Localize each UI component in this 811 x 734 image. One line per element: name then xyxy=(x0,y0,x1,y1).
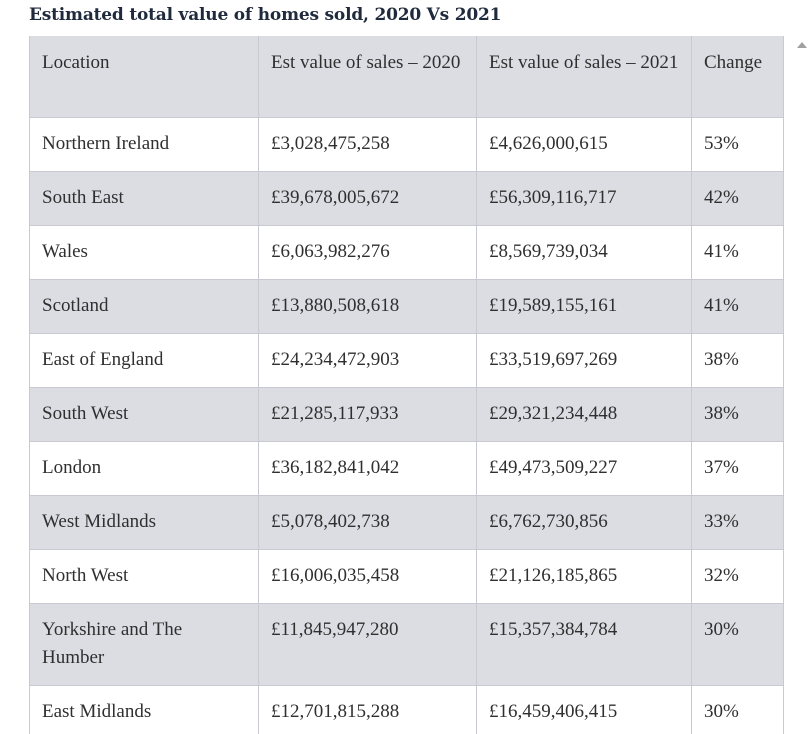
sales-table-container xyxy=(29,36,783,734)
table-row xyxy=(30,334,784,388)
cell-value-2020: £39,678,005,672 xyxy=(259,172,477,226)
cell-value-2021: £16,459,406,415 xyxy=(477,686,692,734)
cell-location: East Midlands xyxy=(30,686,259,734)
table-row xyxy=(30,686,784,734)
table-row xyxy=(30,280,784,334)
cell-value-2020: £6,063,982,276 xyxy=(259,226,477,280)
table-row xyxy=(30,118,784,172)
table-row xyxy=(30,550,784,604)
cell-location: South East xyxy=(30,172,259,226)
cell-change: 41% xyxy=(692,226,784,280)
cell-change: 42% xyxy=(692,172,784,226)
cell-value-2021: £19,589,155,161 xyxy=(477,280,692,334)
table-row xyxy=(30,172,784,226)
table-row xyxy=(30,604,784,686)
sales-table xyxy=(29,36,784,734)
cell-location: East of England xyxy=(30,334,259,388)
cell-value-2021: £4,626,000,615 xyxy=(477,118,692,172)
cell-value-2020: £13,880,508,618 xyxy=(259,280,477,334)
cell-location: Wales xyxy=(30,226,259,280)
cell-location: Yorkshire and The Humber xyxy=(30,604,259,686)
header-location: Location xyxy=(30,36,259,118)
cell-value-2020: £5,078,402,738 xyxy=(259,496,477,550)
cell-change: 38% xyxy=(692,388,784,442)
table-title: Estimated total value of homes sold, 2020 Vs 2021 xyxy=(29,5,502,25)
cell-value-2020: £3,028,475,258 xyxy=(259,118,477,172)
table-row xyxy=(30,442,784,496)
header-value-2020: Est value of sales – 2020 xyxy=(259,36,477,118)
table-row xyxy=(30,496,784,550)
header-change: Change xyxy=(692,36,784,118)
vertical-scrollbar[interactable] xyxy=(794,36,811,734)
cell-value-2020: £36,182,841,042 xyxy=(259,442,477,496)
cell-change: 33% xyxy=(692,496,784,550)
table-row xyxy=(30,388,784,442)
cell-value-2021: £33,519,697,269 xyxy=(477,334,692,388)
cell-location: London xyxy=(30,442,259,496)
cell-value-2021: £6,762,730,856 xyxy=(477,496,692,550)
cell-change: 38% xyxy=(692,334,784,388)
cell-location: South West xyxy=(30,388,259,442)
cell-value-2021: £49,473,509,227 xyxy=(477,442,692,496)
cell-value-2020: £16,006,035,458 xyxy=(259,550,477,604)
cell-location: Northern Ireland xyxy=(30,118,259,172)
cell-value-2021: £15,357,384,784 xyxy=(477,604,692,686)
cell-change: 32% xyxy=(692,550,784,604)
cell-location: West Midlands xyxy=(30,496,259,550)
cell-value-2020: £11,845,947,280 xyxy=(259,604,477,686)
cell-change: 41% xyxy=(692,280,784,334)
cell-value-2020: £24,234,472,903 xyxy=(259,334,477,388)
cell-change: 30% xyxy=(692,604,784,686)
cell-value-2021: £21,126,185,865 xyxy=(477,550,692,604)
cell-value-2020: £12,701,815,288 xyxy=(259,686,477,734)
table-row xyxy=(30,226,784,280)
header-value-2021: Est value of sales – 2021 xyxy=(477,36,692,118)
cell-value-2021: £56,309,116,717 xyxy=(477,172,692,226)
cell-location: Scotland xyxy=(30,280,259,334)
scroll-up-arrow-icon[interactable] xyxy=(797,42,807,48)
cell-value-2021: £8,569,739,034 xyxy=(477,226,692,280)
cell-value-2020: £21,285,117,933 xyxy=(259,388,477,442)
cell-change: 37% xyxy=(692,442,784,496)
cell-location: North West xyxy=(30,550,259,604)
cell-value-2021: £29,321,234,448 xyxy=(477,388,692,442)
cell-change: 53% xyxy=(692,118,784,172)
table-header-row xyxy=(30,36,784,118)
cell-change: 30% xyxy=(692,686,784,734)
